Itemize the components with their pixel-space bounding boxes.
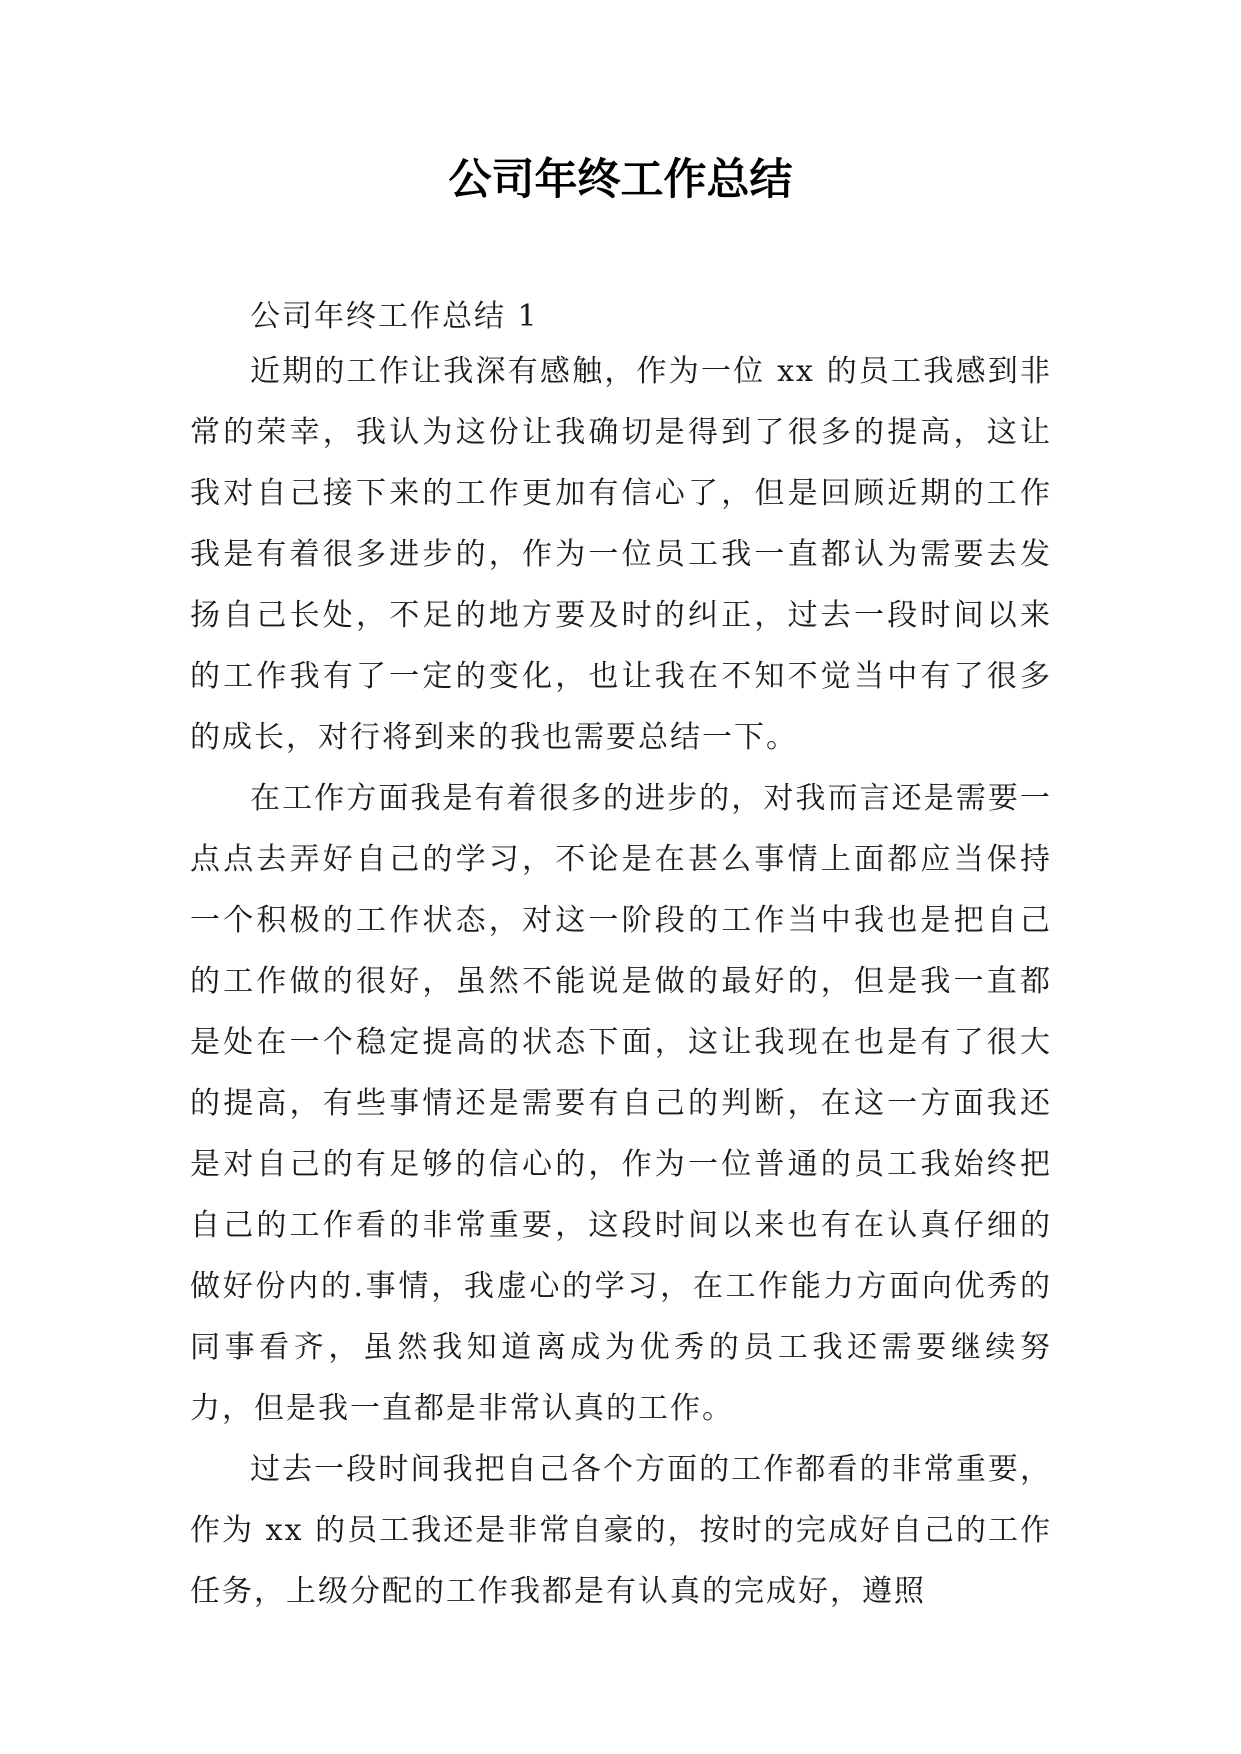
paragraph-2: 在工作方面我是有着很多的进步的，对我而言还是需要一点点去弄好自己的学习，不论是在甚么事情上面都应当保持一个积极的工作状态，对这一阶段的工作当中我也是把自己的工作做的很好，虽然不能说是做的最好的，但是我一直都是处在一个稳定提高的状态下面，这让我现在也是有了很大的提高，有些事情还是需要有自己的判断，在这一方面我还是对自己的有足够的信心的，作为一位普通的员工我始终把自己的工作看的非常重要，这段时间以来也有在认真仔细的做好份内的.事情，我虚心的学习，在工作能力方面向优秀的同事看齐，虽然我知道离成为优秀的员工我还需要继续努力，但是我一直都是非常认真的工作。	[190, 781, 1052, 1426]
document-title: 公司年终工作总结	[448, 155, 793, 205]
paragraph-3: 过去一段时间我把自己各个方面的工作都看的非常重要，作为 xx 的员工我还是非常自豪的，按时的完成好自己的工作任务，上级分配的工作我都是有认真的完成好，遵照	[190, 1452, 1052, 1609]
document-body	[190, 286, 1052, 1622]
paragraph-1: 近期的工作让我深有感触，作为一位 xx 的员工我感到非常的荣幸，我认为这份让我确切是得到了很多的提高，这让我对自己接下来的工作更加有信心了，但是回顾近期的工作我是有着很多进步的，作为一位员工我一直都认为需要去发扬自己长处，不足的地方要及时的纠正，过去一段时间以来的工作我有了一定的变化，也让我在不知不觉当中有了很多的成长，对行将到来的我也需要总结一下。	[190, 354, 1052, 755]
section-heading: 公司年终工作总结 1	[250, 299, 539, 334]
